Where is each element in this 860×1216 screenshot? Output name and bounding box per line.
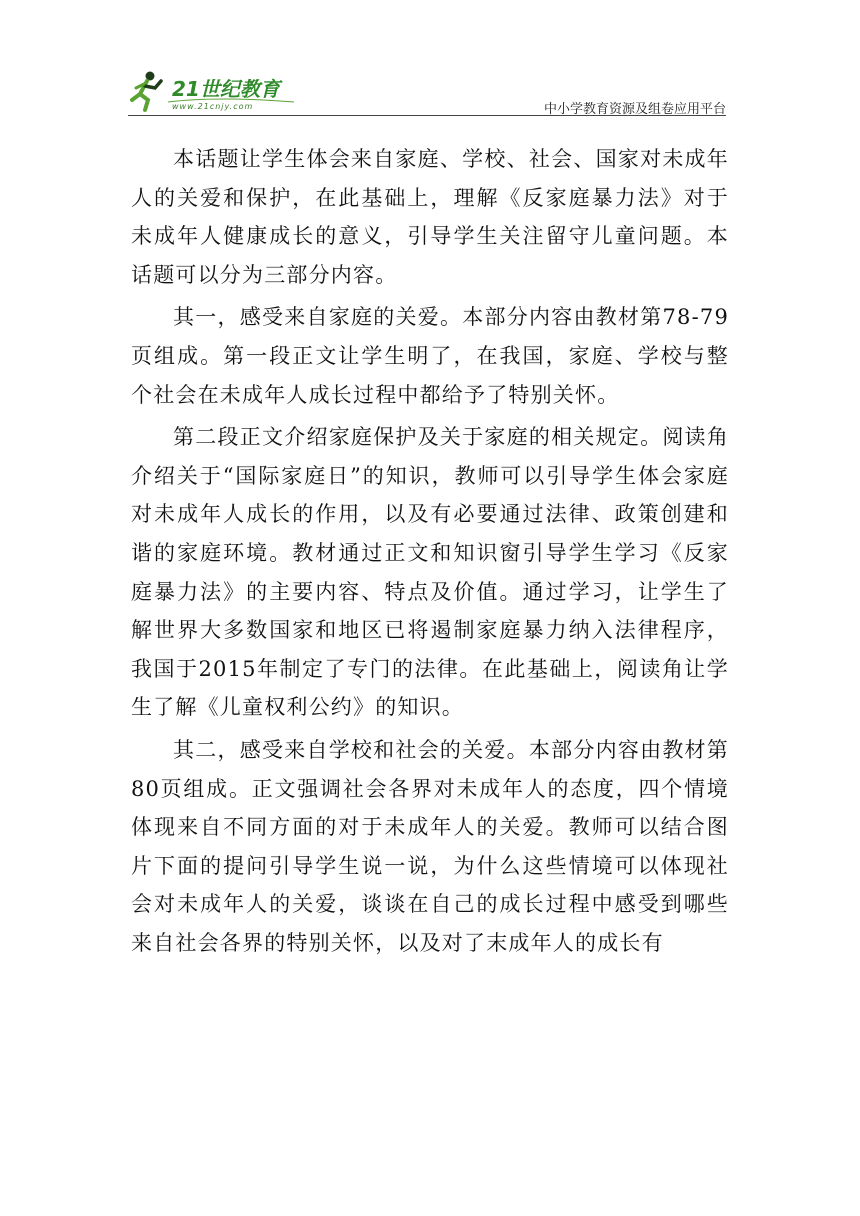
logo-url: www.21cnjy.com (172, 102, 254, 111)
paragraph-intro: 本话题让学生体会来自家庭、学校、社会、国家对未成年人的关爱和保护，在此基础上，理解《反家庭暴力法》对于未成年人健康成长的意义，引导学生关注留守儿童问题。本话题可以分为三部分内容。 (131, 147, 729, 287)
paragraph-part-two: 其二，感受来自学校和社会的关爱。本部分内容由教材第80页组成。正文强调社会各界对未成年人的态度，四个情境体现来自不同方面的对于未成年人的关爱。教师可以结合图片下面的提问引导学生说一说，为什么这些情境可以体现社会对未成年人的关爱，谈谈在自己的成长过程中感受到哪些来自社会各界的特别关怀，以及对了末成年人的成长有 (131, 737, 729, 955)
paragraph-family-protection: 第二段正文介绍家庭保护及关于家庭的相关规定。阅读角介绍关于“国际家庭日”的知识，教师可以引导学生体会家庭对未成年人成长的作用，以及有必要通过法律、政策创建和谐的家庭环境。教材通过正文和知识窗引导学生学习《反家庭暴力法》的主要内容、特点及价值。通过学习，让学生了解世界大多数国家和地区已将遏制家庭暴力纳入法律程序，我国于2015年制定了专门的法律。在此基础上，阅读角让学生了解《儿童权利公约》的知识。 (131, 425, 729, 720)
header-divider (128, 115, 726, 116)
platform-label: 中小学教育资源及组卷应用平台 (543, 102, 726, 117)
paragraph-part-one: 其一，感受来自家庭的关爱。本部分内容由教材第78-79页组成。第一段正文让学生明了，在我国，家庭、学校与整个社会在未成年人成长过程中都给予了特别关怀。 (131, 305, 729, 407)
page-header (128, 66, 726, 116)
logo-21cnjy (128, 66, 298, 114)
runner-icon (132, 72, 161, 111)
document-body (131, 140, 729, 966)
logo-text: 21世纪教育 (172, 77, 280, 101)
